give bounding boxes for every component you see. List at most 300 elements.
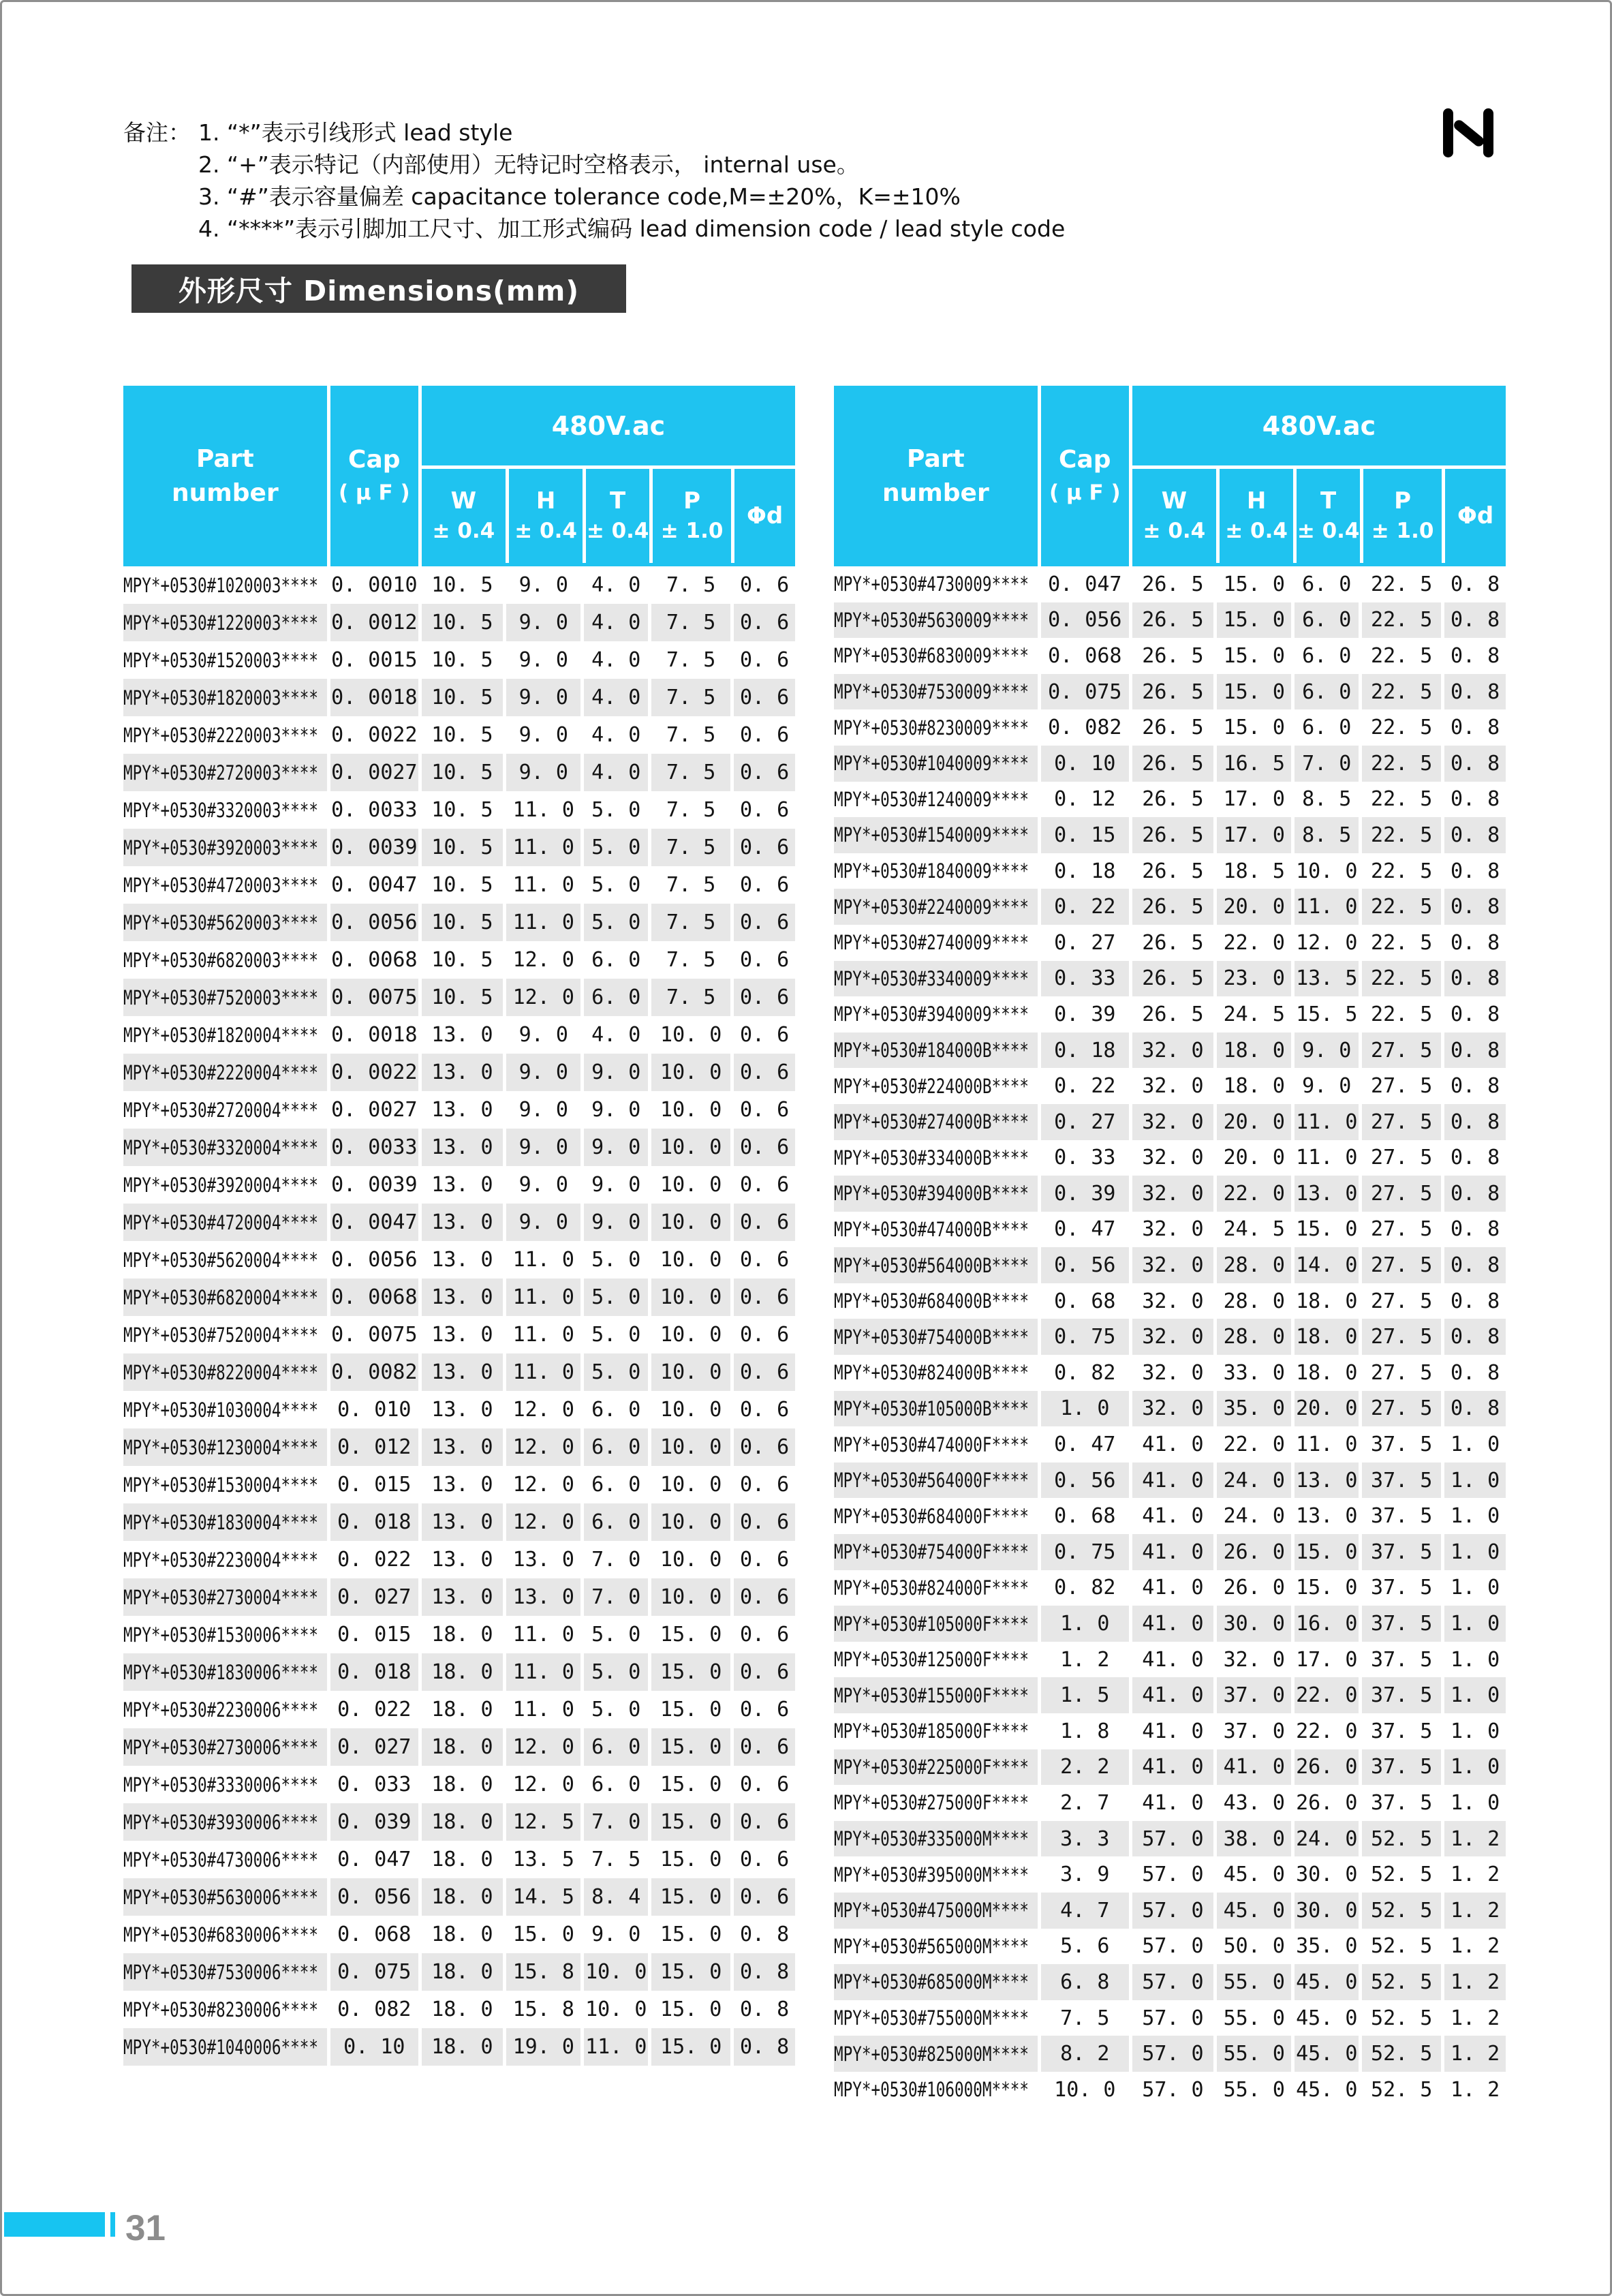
part-number-cell: MPY*+0530#5620003**** xyxy=(123,904,327,941)
cap-cell: 0. 47 xyxy=(1038,1426,1129,1463)
part-number-cell: MPY*+0530#2730004**** xyxy=(123,1578,327,1616)
t-cell: 5. 0 xyxy=(580,1316,648,1353)
p-cell: 7. 5 xyxy=(648,979,730,1016)
table-row xyxy=(123,641,795,679)
cap-cell: 0. 33 xyxy=(1038,961,1129,997)
t-cell: 9. 0 xyxy=(580,1091,648,1129)
t-cell: 9. 0 xyxy=(580,1204,648,1241)
p-cell: 10. 0 xyxy=(648,1016,730,1054)
h-cell: 11. 0 xyxy=(503,1353,580,1391)
h-cell: 9. 0 xyxy=(503,1166,580,1204)
cap-cell: 0. 027 xyxy=(327,1728,418,1766)
cap-cell: 0. 0018 xyxy=(327,679,418,716)
part-number-cell: MPY*+0530#394000B**** xyxy=(834,1176,1038,1212)
col-header-phi-d: Φd xyxy=(1442,469,1506,563)
h-cell: 30. 0 xyxy=(1213,1606,1291,1642)
part-number-cell: MPY*+0530#825000M**** xyxy=(834,2036,1038,2072)
part-number-cell: MPY*+0530#6820004**** xyxy=(123,1279,327,1316)
h-cell: 12. 5 xyxy=(503,1803,580,1841)
col-header-h: H ± 0.4 xyxy=(506,469,583,563)
table-row xyxy=(834,1606,1506,1642)
t-cell: 11. 0 xyxy=(1291,1426,1359,1463)
w-cell: 13. 0 xyxy=(418,1016,503,1054)
table-row xyxy=(834,1104,1506,1140)
phi-d-cell: 0. 6 xyxy=(730,1691,795,1728)
cap-cell: 0. 0027 xyxy=(327,754,418,791)
w-cell: 41. 0 xyxy=(1129,1570,1213,1606)
t-cell: 6. 0 xyxy=(580,1428,648,1466)
note-line: 1. “*”表示引线形式 lead style xyxy=(198,119,513,146)
h-cell: 50. 0 xyxy=(1213,1929,1291,1965)
table-row xyxy=(123,1129,795,1166)
part-header-line2: number xyxy=(172,478,279,507)
p-cell: 52. 5 xyxy=(1359,1929,1441,1965)
t-cell: 22. 0 xyxy=(1291,1677,1359,1713)
p-cell: 22. 5 xyxy=(1359,638,1441,674)
cap-cell: 0. 12 xyxy=(1038,782,1129,818)
cap-cell: 0. 10 xyxy=(327,2028,418,2066)
cap-cell: 8. 2 xyxy=(1038,2036,1129,2072)
h-cell: 11. 0 xyxy=(503,1279,580,1316)
cap-cell: 0. 022 xyxy=(327,1691,418,1728)
h-cell: 55. 0 xyxy=(1213,2072,1291,2108)
h-cell: 33. 0 xyxy=(1213,1355,1291,1391)
p-cell: 22. 5 xyxy=(1359,674,1441,710)
t-cell: 10. 0 xyxy=(580,1991,648,2028)
p-cell: 7. 5 xyxy=(648,829,730,866)
h-cell: 12. 0 xyxy=(503,1391,580,1428)
t-cell: 6. 0 xyxy=(580,941,648,979)
table-row xyxy=(834,2036,1506,2072)
table-row xyxy=(123,566,795,604)
part-number-cell: MPY*+0530#3940009**** xyxy=(834,1002,1029,1026)
w-cell: 18. 0 xyxy=(418,1616,503,1653)
t-cell: 13. 5 xyxy=(1291,961,1359,997)
part-number-cell: MPY*+0530#4720004**** xyxy=(123,1204,327,1241)
part-number-cell: MPY*+0530#105000B**** xyxy=(834,1391,1038,1427)
table-row xyxy=(123,904,795,941)
table-row xyxy=(123,1428,795,1466)
p-cell: 37. 5 xyxy=(1359,1534,1441,1570)
t-cell: 6. 0 xyxy=(580,1766,648,1803)
table-row xyxy=(834,746,1506,782)
p-cell: 52. 5 xyxy=(1359,1821,1441,1857)
table-row xyxy=(834,1068,1506,1104)
cap-cell: 0. 0018 xyxy=(327,1016,418,1054)
part-number-cell: MPY*+0530#1030004**** xyxy=(123,1398,318,1422)
p-cell: 37. 5 xyxy=(1359,1463,1441,1499)
t-cell: 7. 0 xyxy=(580,1541,648,1578)
t-cell: 45. 0 xyxy=(1291,2036,1359,2072)
phi-d-cell: 1. 0 xyxy=(1441,1534,1506,1570)
p-cell: 27. 5 xyxy=(1359,1355,1441,1391)
t-cell: 11. 0 xyxy=(1291,1140,1359,1176)
table-row xyxy=(834,1498,1506,1534)
w-cell: 26. 5 xyxy=(1129,925,1213,961)
w-cell: 26. 5 xyxy=(1129,746,1213,782)
w-cell: 57. 0 xyxy=(1129,2000,1213,2036)
h-cell: 9. 0 xyxy=(503,566,580,604)
w-cell: 41. 0 xyxy=(1129,1463,1213,1499)
w-cell: 13. 0 xyxy=(418,1391,503,1428)
p-cell: 10. 0 xyxy=(648,1428,730,1466)
w-cell: 26. 5 xyxy=(1129,782,1213,818)
part-number-cell: MPY*+0530#3320004**** xyxy=(123,1129,327,1166)
h-cell: 24. 0 xyxy=(1213,1463,1291,1499)
table-row xyxy=(123,754,795,791)
p-cell: 37. 5 xyxy=(1359,1677,1441,1713)
voltage-group-label: 480V.ac xyxy=(1132,386,1506,469)
p-cell: 27. 5 xyxy=(1359,1104,1441,1140)
h-cell: 35. 0 xyxy=(1213,1391,1291,1427)
table-row xyxy=(834,1534,1506,1570)
p-cell: 22. 5 xyxy=(1359,817,1441,853)
cap-cell: 0. 0022 xyxy=(327,716,418,754)
p-cell: 7. 5 xyxy=(648,791,730,829)
t-cell: 45. 0 xyxy=(1291,2072,1359,2108)
part-number-cell: MPY*+0530#1220003**** xyxy=(123,604,327,641)
part-number-cell: MPY*+0530#2730006**** xyxy=(123,1728,327,1766)
t-cell: 26. 0 xyxy=(1291,1749,1359,1786)
p-cell: 7. 5 xyxy=(648,754,730,791)
cap-cell: 10. 0 xyxy=(1038,2072,1129,2108)
p-cell: 27. 5 xyxy=(1359,1247,1441,1283)
part-number-cell: MPY*+0530#2720004**** xyxy=(123,1098,318,1122)
cap-cell: 2. 2 xyxy=(1038,1749,1129,1786)
cap-cell: 0. 022 xyxy=(327,1541,418,1578)
p-cell: 52. 5 xyxy=(1359,1964,1441,2000)
t-cell: 6. 0 xyxy=(580,1391,648,1428)
phi-d-cell: 0. 8 xyxy=(1441,1283,1506,1319)
t-cell: 7. 0 xyxy=(1291,746,1359,782)
cap-cell: 2. 7 xyxy=(1038,1785,1129,1821)
phi-d-cell: 0. 8 xyxy=(1441,817,1506,853)
w-cell: 32. 0 xyxy=(1129,1391,1213,1427)
h-cell: 9. 0 xyxy=(503,1091,580,1129)
h-cell: 9. 0 xyxy=(503,1054,580,1091)
table-row xyxy=(834,1176,1506,1212)
p-cell: 22. 5 xyxy=(1359,566,1441,602)
p-cell: 15. 0 xyxy=(648,1953,730,1991)
cap-cell: 7. 5 xyxy=(1038,2000,1129,2036)
w-cell: 41. 0 xyxy=(1129,1642,1213,1678)
w-cell: 10. 5 xyxy=(418,829,503,866)
t-cell: 5. 0 xyxy=(580,1616,648,1653)
h-cell: 43. 0 xyxy=(1213,1785,1291,1821)
table-row xyxy=(834,1319,1506,1355)
p-cell: 10. 0 xyxy=(648,1353,730,1391)
h-cell: 32. 0 xyxy=(1213,1642,1291,1678)
t-cell: 15. 0 xyxy=(1291,1534,1359,1570)
w-cell: 10. 5 xyxy=(418,791,503,829)
h-cell: 12. 0 xyxy=(503,979,580,1016)
phi-d-cell: 1. 2 xyxy=(1441,1893,1506,1929)
w-cell: 57. 0 xyxy=(1129,1964,1213,2000)
phi-d-cell: 0. 6 xyxy=(730,1129,795,1166)
p-cell: 15. 0 xyxy=(648,1841,730,1878)
part-number-cell: MPY*+0530#564000F**** xyxy=(834,1463,1038,1499)
p-cell: 52. 5 xyxy=(1359,1893,1441,1929)
h-cell: 11. 0 xyxy=(503,866,580,904)
phi-d-cell: 1. 0 xyxy=(1441,1642,1506,1678)
phi-d-cell: 1. 0 xyxy=(1441,1677,1506,1713)
h-cell: 11. 0 xyxy=(503,1616,580,1653)
h-cell: 45. 0 xyxy=(1213,1893,1291,1929)
part-number-cell: MPY*+0530#565000M**** xyxy=(834,1934,1029,1958)
h-cell: 9. 0 xyxy=(503,754,580,791)
table-row xyxy=(834,1964,1506,2000)
p-cell: 10. 0 xyxy=(648,1541,730,1578)
part-number-cell: MPY*+0530#754000B**** xyxy=(834,1319,1038,1355)
cap-cell: 0. 0047 xyxy=(327,866,418,904)
cap-cell: 0. 33 xyxy=(1038,1140,1129,1176)
h-cell: 17. 0 xyxy=(1213,782,1291,818)
phi-d-cell: 0. 6 xyxy=(730,1841,795,1878)
t-cell: 7. 5 xyxy=(580,1841,648,1878)
w-cell: 32. 0 xyxy=(1129,1140,1213,1176)
footer-accent-tick xyxy=(110,2212,115,2237)
part-number-cell: MPY*+0530#1530006**** xyxy=(123,1623,318,1647)
cap-cell: 1. 0 xyxy=(1038,1391,1129,1427)
phi-d-cell: 0. 8 xyxy=(1441,602,1506,639)
phi-d-cell: 0. 8 xyxy=(1441,889,1506,925)
part-number-cell: MPY*+0530#2740009**** xyxy=(834,931,1029,955)
w-cell: 26. 5 xyxy=(1129,638,1213,674)
phi-d-cell: 1. 0 xyxy=(1441,1570,1506,1606)
t-cell: 7. 0 xyxy=(580,1578,648,1616)
phi-d-cell: 0. 8 xyxy=(1441,566,1506,602)
t-cell: 20. 0 xyxy=(1291,1391,1359,1427)
w-cell: 32. 0 xyxy=(1129,1355,1213,1391)
w-cell: 10. 5 xyxy=(418,754,503,791)
part-number-cell: MPY*+0530#7520003**** xyxy=(123,979,327,1016)
table-row xyxy=(123,829,795,866)
table-row xyxy=(834,1677,1506,1713)
phi-d-cell: 1. 2 xyxy=(1441,1856,1506,1893)
w-cell: 10. 5 xyxy=(418,679,503,716)
table-row xyxy=(834,1821,1506,1857)
table-row xyxy=(834,566,1506,602)
h-cell: 15. 0 xyxy=(1213,638,1291,674)
h-cell: 15. 0 xyxy=(1213,674,1291,710)
h-cell: 11. 0 xyxy=(503,904,580,941)
p-cell: 27. 5 xyxy=(1359,1176,1441,1212)
h-cell: 12. 0 xyxy=(503,1728,580,1766)
sub-columns xyxy=(1132,469,1506,563)
col-header-p: P ± 1.0 xyxy=(649,469,731,563)
logo-right-bar xyxy=(1483,108,1493,157)
cap-cell: 0. 0027 xyxy=(327,1091,418,1129)
h-cell: 23. 0 xyxy=(1213,961,1291,997)
section-title-text: 外形尺寸 Dimensions(mm) xyxy=(178,275,580,307)
t-cell: 16. 0 xyxy=(1291,1606,1359,1642)
cap-cell: 0. 0039 xyxy=(327,1166,418,1204)
phi-d-cell: 0. 6 xyxy=(730,1653,795,1691)
phi-d-cell: 0. 6 xyxy=(730,1466,795,1503)
phi-d-cell: 0. 6 xyxy=(730,1616,795,1653)
w-cell: 57. 0 xyxy=(1129,2072,1213,2108)
t-cell: 9. 0 xyxy=(1291,1032,1359,1069)
t-cell: 14. 0 xyxy=(1291,1247,1359,1283)
t-cell: 45. 0 xyxy=(1291,1964,1359,2000)
cap-cell: 0. 047 xyxy=(327,1841,418,1878)
phi-d-cell: 0. 8 xyxy=(1441,1212,1506,1248)
part-number-cell: MPY*+0530#1830004**** xyxy=(123,1503,327,1541)
cap-cell: 0. 0033 xyxy=(327,791,418,829)
part-number-cell: MPY*+0530#3920004**** xyxy=(123,1173,318,1197)
w-cell: 57. 0 xyxy=(1129,1929,1213,1965)
part-number-cell: MPY*+0530#824000F**** xyxy=(834,1576,1029,1599)
cap-cell: 0. 39 xyxy=(1038,1176,1129,1212)
part-number-cell: MPY*+0530#334000B**** xyxy=(834,1146,1029,1169)
w-cell: 41. 0 xyxy=(1129,1426,1213,1463)
p-cell: 27. 5 xyxy=(1359,1319,1441,1355)
h-cell: 38. 0 xyxy=(1213,1821,1291,1857)
phi-d-cell: 1. 0 xyxy=(1441,1498,1506,1534)
part-number-cell: MPY*+0530#1230004**** xyxy=(123,1428,327,1466)
h-cell: 13. 5 xyxy=(503,1841,580,1878)
table-row xyxy=(123,1953,795,1991)
p-cell: 15. 0 xyxy=(648,1766,730,1803)
phi-d-cell: 0. 6 xyxy=(730,679,795,716)
phi-d-cell: 0. 8 xyxy=(730,2028,795,2066)
cap-cell: 0. 033 xyxy=(327,1766,418,1803)
part-number-cell: MPY*+0530#4730006**** xyxy=(123,1848,318,1871)
phi-d-cell: 1. 2 xyxy=(1441,1964,1506,2000)
w-cell: 41. 0 xyxy=(1129,1785,1213,1821)
w-cell: 13. 0 xyxy=(418,1054,503,1091)
table-row xyxy=(123,1841,795,1878)
phi-d-cell: 0. 6 xyxy=(730,829,795,866)
h-cell: 20. 0 xyxy=(1213,889,1291,925)
t-cell: 6. 0 xyxy=(1291,674,1359,710)
table-row xyxy=(123,1578,795,1616)
part-number-cell: MPY*+0530#1040006**** xyxy=(123,2028,327,2066)
w-cell: 18. 0 xyxy=(418,1728,503,1766)
phi-d-cell: 1. 0 xyxy=(1441,1749,1506,1786)
cap-cell: 0. 039 xyxy=(327,1803,418,1841)
phi-d-cell: 0. 8 xyxy=(1441,1391,1506,1427)
h-cell: 28. 0 xyxy=(1213,1319,1291,1355)
table-row xyxy=(123,1166,795,1204)
table-row xyxy=(834,2000,1506,2036)
p-cell: 37. 5 xyxy=(1359,1498,1441,1534)
h-cell: 14. 5 xyxy=(503,1878,580,1916)
cap-cell: 0. 75 xyxy=(1038,1534,1129,1570)
cap-cell: 0. 0015 xyxy=(327,641,418,679)
w-cell: 13. 0 xyxy=(418,1541,503,1578)
part-number-cell: MPY*+0530#3320003**** xyxy=(123,798,318,822)
t-cell: 4. 0 xyxy=(580,1016,648,1054)
table-row xyxy=(123,1616,795,1653)
t-cell: 4. 0 xyxy=(580,679,648,716)
dimensions-table-right xyxy=(834,386,1506,2108)
note-line: 2. “+”表示特记（内部使用）无特记时空格表示， internal use。 xyxy=(198,151,859,178)
h-cell: 26. 0 xyxy=(1213,1534,1291,1570)
part-header-line1: Part xyxy=(196,444,254,473)
t-cell: 5. 0 xyxy=(580,829,648,866)
cap-cell: 0. 082 xyxy=(327,1991,418,2028)
phi-d-cell: 0. 8 xyxy=(1441,925,1506,961)
t-cell: 13. 0 xyxy=(1291,1498,1359,1534)
cap-cell: 0. 0056 xyxy=(327,1241,418,1279)
w-cell: 26. 5 xyxy=(1129,602,1213,639)
part-number-cell: MPY*+0530#3930006**** xyxy=(123,1803,327,1841)
p-cell: 15. 0 xyxy=(648,1803,730,1841)
cap-cell: 0. 0022 xyxy=(327,1054,418,1091)
cap-cell: 0. 015 xyxy=(327,1466,418,1503)
p-cell: 22. 5 xyxy=(1359,602,1441,639)
t-cell: 5. 0 xyxy=(580,791,648,829)
col-header-voltage-group xyxy=(1129,386,1506,566)
h-cell: 9. 0 xyxy=(503,1016,580,1054)
cap-cell: 0. 22 xyxy=(1038,1068,1129,1104)
phi-d-cell: 0. 8 xyxy=(1441,1032,1506,1069)
part-number-cell: MPY*+0530#2220003**** xyxy=(123,723,318,747)
footer-accent-bar xyxy=(4,2212,105,2237)
page-number: 31 xyxy=(125,2208,166,2248)
part-number-cell: MPY*+0530#1820003**** xyxy=(123,679,327,716)
cap-cell: 4. 7 xyxy=(1038,1893,1129,1929)
table-row xyxy=(834,674,1506,710)
table-row xyxy=(123,1279,795,1316)
phi-d-cell: 0. 6 xyxy=(730,1016,795,1054)
w-cell: 18. 0 xyxy=(418,1991,503,2028)
t-cell: 4. 0 xyxy=(580,716,648,754)
h-cell: 19. 0 xyxy=(503,2028,580,2066)
h-cell: 12. 0 xyxy=(503,1503,580,1541)
table-row xyxy=(834,1032,1506,1069)
cap-cell: 0. 056 xyxy=(1038,602,1129,639)
phi-d-cell: 0. 8 xyxy=(730,1953,795,1991)
h-cell: 18. 0 xyxy=(1213,1068,1291,1104)
table-row xyxy=(834,1856,1506,1893)
table-body xyxy=(834,566,1506,2108)
part-number-cell: MPY*+0530#1020003**** xyxy=(123,573,318,597)
t-cell: 9. 0 xyxy=(580,1129,648,1166)
h-cell: 11. 0 xyxy=(503,1691,580,1728)
cap-cell: 0. 68 xyxy=(1038,1283,1129,1319)
w-cell: 13. 0 xyxy=(418,1503,503,1541)
h-cell: 15. 0 xyxy=(1213,602,1291,639)
part-number-cell: MPY*+0530#3920003**** xyxy=(123,829,327,866)
col-header-h: H ± 0.4 xyxy=(1216,469,1293,563)
table-row xyxy=(834,925,1506,961)
table-row xyxy=(123,604,795,641)
h-cell: 9. 0 xyxy=(503,1129,580,1166)
table-row xyxy=(123,1691,795,1728)
notes-items xyxy=(198,117,1065,245)
phi-d-cell: 1. 2 xyxy=(1441,2072,1506,2108)
part-number-cell: MPY*+0530#184000B**** xyxy=(834,1032,1038,1069)
phi-d-cell: 0. 6 xyxy=(730,1391,795,1428)
p-cell: 22. 5 xyxy=(1359,961,1441,997)
w-cell: 13. 0 xyxy=(418,1204,503,1241)
h-cell: 13. 0 xyxy=(503,1541,580,1578)
w-cell: 32. 0 xyxy=(1129,1104,1213,1140)
phi-d-cell: 0. 6 xyxy=(730,641,795,679)
cap-cell: 0. 0010 xyxy=(327,566,418,604)
w-cell: 41. 0 xyxy=(1129,1713,1213,1749)
part-number-cell: MPY*+0530#155000F**** xyxy=(834,1677,1038,1713)
w-cell: 41. 0 xyxy=(1129,1606,1213,1642)
cap-cell: 0. 0068 xyxy=(327,1279,418,1316)
col-header-w: W ± 0.4 xyxy=(1143,487,1206,543)
h-cell: 18. 0 xyxy=(1213,1032,1291,1069)
p-cell: 52. 5 xyxy=(1359,1856,1441,1893)
col-header-p: P ± 1.0 xyxy=(1360,469,1442,563)
cap-cell: 0. 18 xyxy=(1038,1032,1129,1069)
